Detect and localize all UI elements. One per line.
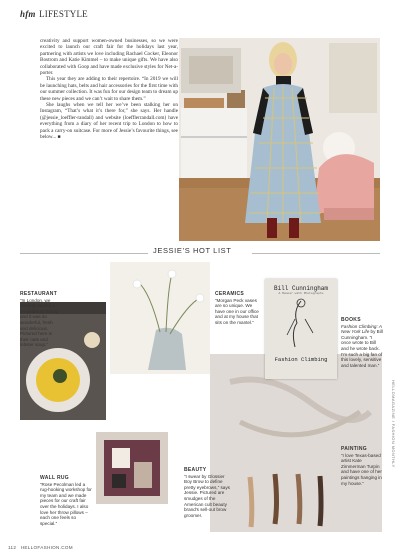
ceramics-text: “Morgan Peck vases are so unique. We have one in our office and at my house that sits on the mantel.” — [215, 297, 259, 325]
painting-heading: PAINTING — [341, 446, 367, 452]
painting-image — [210, 354, 382, 532]
beauty-heading: BEAUTY — [184, 467, 207, 473]
restaurant-heading: RESTAURANT — [20, 291, 58, 297]
section-title: LIFESTYLE — [39, 9, 88, 19]
book-subtitle: A Memoir with Photographs — [278, 292, 324, 295]
book-cover — [265, 279, 337, 379]
books-heading: BOOKS — [341, 317, 361, 323]
article-paragraph-text: She laughs when we tell her we’ve been stalking her on Instagram, “That’s what it’s there for,” she says. Her handle (@jessie_loeffler-randall) and website (loefflerrandall.com) have everything from a diary of her recent trip to London to how to pack a carry-on suitcase. For more of Jessie’s favourite things, see below... — [40, 102, 178, 141]
books-caption — [341, 318, 383, 368]
end-mark: ■ — [57, 135, 61, 141]
divider-right — [252, 253, 380, 254]
beauty-caption — [184, 468, 230, 518]
article-body — [40, 38, 178, 142]
ceramics-caption — [215, 292, 261, 326]
book-illustration — [265, 295, 337, 351]
article-paragraph: creativity and support women-owned businesses, so we were excited to launch our craft fair for the holidays last year, partnering with artists we love including Rachael Cocker, Eleonor Bostrom and Katie Kimmel – to make unique gifts. We have also collaborated with Goop and have made exclusive styles for Net-a-porter. — [40, 38, 178, 77]
divider-left — [20, 253, 148, 254]
page-number: 112 — [8, 545, 17, 550]
books-text: by Bill Cunningham. “I once wrote to Bill and he wrote back. I’m such a big fan of this lovely, sensitive and talented man.” — [341, 329, 383, 368]
article-paragraph — [40, 102, 178, 141]
ceramics-heading: CERAMICS — [215, 291, 245, 297]
restaurant-caption — [20, 292, 60, 348]
portrait-photo — [179, 38, 380, 241]
rug-image — [96, 432, 168, 504]
restaurant-text: “In London, we recently loaded a breakfast at Spring and it was so wonderful, fresh and delicious. Pictured here is their oats and lobster soup.” — [20, 297, 59, 348]
magazine-logo: hfm — [20, 9, 36, 19]
hot-list-title: JESSIE’S HOT LIST — [153, 246, 232, 255]
books-title: Fashion Climbing: A New York Life — [341, 323, 382, 335]
beauty-text: “I swear by Glossier Boy Brow to define pretty eyebrows,” says Jessie. Pictured are smudges of the American cult beauty brand’s sell-out brow groomer. — [184, 473, 230, 518]
wall-rug-heading: WALL RUG — [40, 475, 69, 481]
section-header — [20, 9, 88, 19]
article-paragraph: This year they are adding to their repertoire. “In 2019 we will be launching hats, belts and hair accessories for the first time with our summer collection. It was fun for our design team to dream up these new pieces and we can’t wait to share them.” — [40, 76, 178, 102]
wall-rug-caption — [40, 476, 92, 526]
side-text: HELLOMAGAZINE / FASHION MONTHLY — [391, 380, 396, 468]
book-author: Bill Cunningham — [273, 285, 328, 292]
painting-caption — [341, 447, 383, 486]
painting-text: “I love Texas-based artist Kate Zimmerman Turpin and have one of her paintings hanging in my house.” — [341, 452, 382, 486]
wall-rug-text: “Rose Pecolman led a rug-hooking workshop for my team and we made pieces for our craft fair over the holidays. I also love her throw pillows – each one feels so special.” — [40, 481, 92, 526]
footer-site: HELLOFASHION.COM — [20, 545, 73, 550]
book-title: Fashion Climbing — [274, 356, 328, 363]
footer — [8, 545, 73, 550]
portrait-illustration — [179, 38, 380, 241]
vase-image — [110, 262, 210, 374]
